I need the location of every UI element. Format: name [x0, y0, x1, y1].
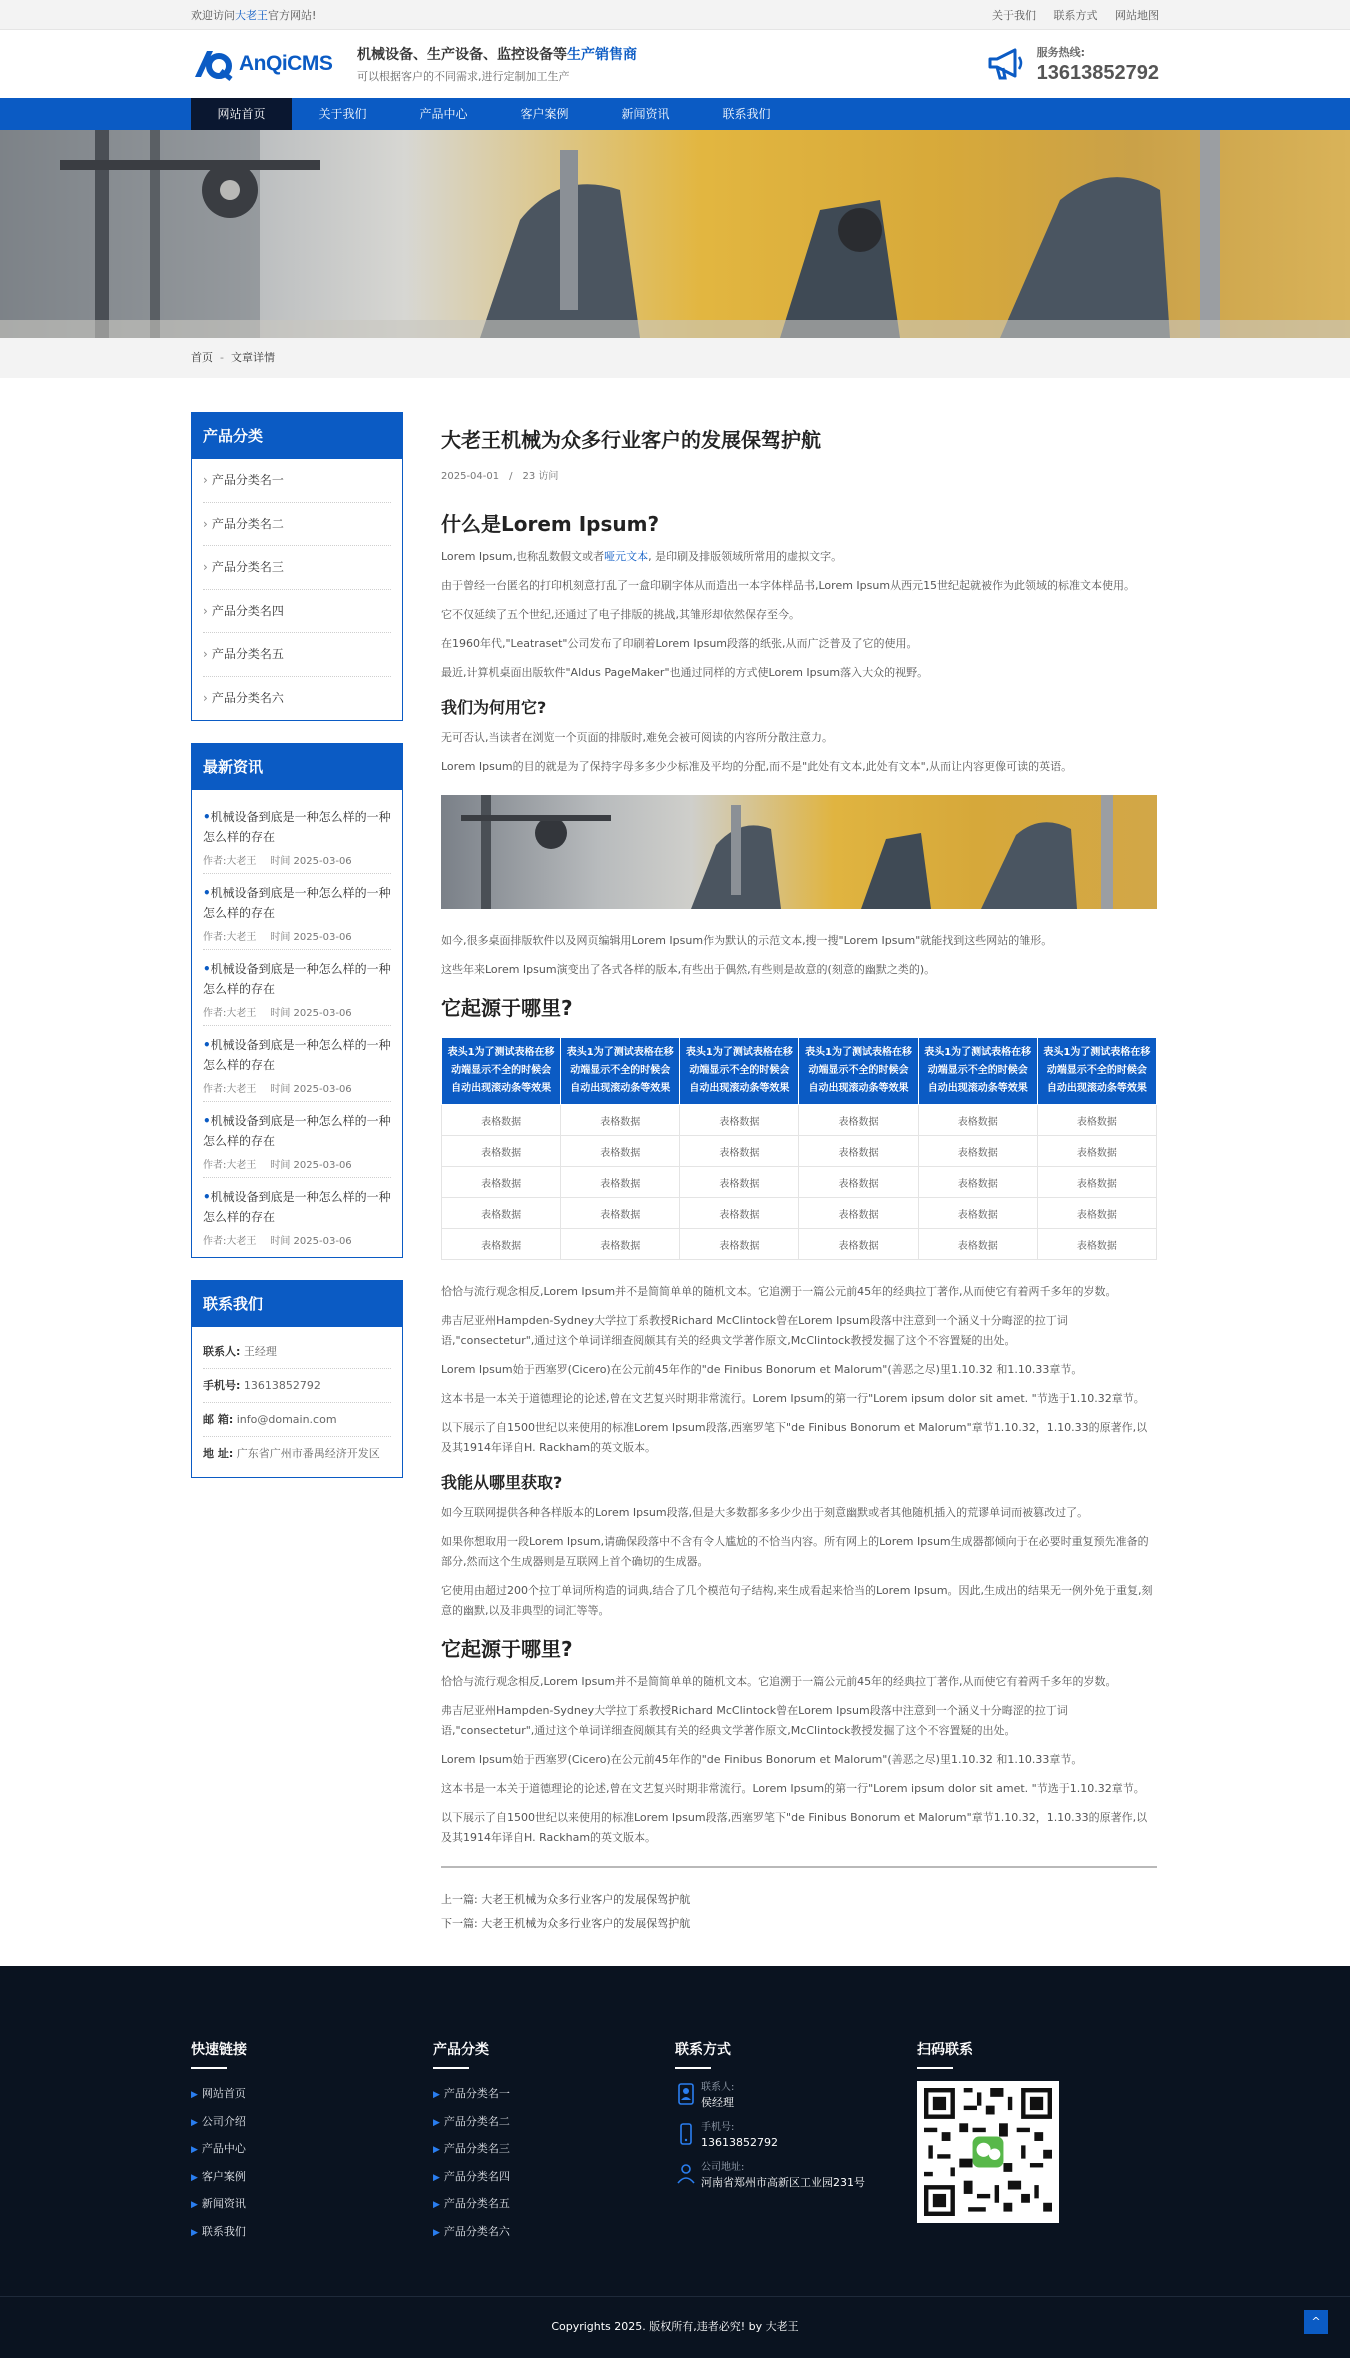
paragraph: Lorem Ipsum始于西塞罗(Cicero)在公元前45年作的"de Finibus Bonorum et Malorum"(善恶之尽)里1.10.32 和1.10.33章节。	[441, 1753, 1083, 1766]
qr-code	[917, 2081, 1059, 2223]
paragraph: 以下展示了自1500世纪以来使用的标准Lorem Ipsum段落,西塞罗笔下"de Finibus Bonorum et Malorum"章节1.10.32，1.10.33的原著作,以及其1914年译自H. Rackham的英文版本。	[441, 1811, 1148, 1844]
category-item[interactable]: › 产品分类名四	[203, 590, 391, 634]
table-cell: 表格数据	[799, 1167, 918, 1198]
table-cell: 表格数据	[1037, 1198, 1156, 1229]
category-item[interactable]: › 产品分类名二	[203, 503, 391, 547]
breadcrumb-home[interactable]: 首页	[191, 351, 213, 364]
contact-phone: 手机号: 13613852792	[203, 1369, 391, 1403]
hotline-number: 13613852792	[1036, 61, 1159, 84]
article-views: 23 访问	[522, 471, 559, 482]
caret-right-icon: ▶	[433, 2172, 440, 2183]
paragraph: 这本书是一本关于道德理论的论述,曾在文艺复兴时期非常流行。Lorem Ipsum的第一行"Lorem ipsum dolor sit amet. "节选于1.10.32章节。	[441, 1782, 1145, 1795]
table-cell: 表格数据	[442, 1136, 561, 1167]
contact-list	[192, 1327, 402, 1477]
footer-link[interactable]: ▶ 产品分类名四	[433, 2169, 510, 2183]
caret-right-icon: ▶	[191, 2090, 198, 2100]
category-box-title: 产品分类	[192, 413, 402, 459]
contact-box-title: 联系我们	[192, 1281, 402, 1327]
table-row	[442, 1167, 1157, 1198]
phone-icon	[675, 2121, 701, 2149]
footer-link[interactable]: ▶ 联系我们	[191, 2224, 246, 2238]
user-icon	[675, 2081, 701, 2109]
bullet-icon: •	[203, 886, 211, 900]
article-date: 2025-04-01	[441, 471, 500, 482]
table-cell: 表格数据	[1037, 1167, 1156, 1198]
slogan	[357, 44, 637, 84]
hotline-label: 服务热线:	[1036, 45, 1086, 59]
chevron-right-icon: ›	[203, 473, 208, 487]
paragraph: 最近,计算机桌面出版软件"Aldus PageMaker"也通过同样的方式使Lorem Ipsum落入大众的视野。	[441, 666, 929, 679]
table-row	[442, 1198, 1157, 1229]
category-item[interactable]: › 产品分类名一	[203, 459, 391, 503]
paragraph: Lorem Ipsum的目的就是为了保持字母多多少少标准及平均的分配,而不是"此处有文本,此处有文本",从而让内容更像可读的英语。	[441, 760, 1073, 773]
article-image	[441, 795, 1157, 909]
table-cell: 表格数据	[561, 1229, 680, 1260]
contact-address: 地 址: 广东省广州市番禺经济开发区	[203, 1447, 380, 1460]
table-header: 表头1为了测试表格在移动端显示不全的时候会自动出现滚动条等效果	[442, 1038, 561, 1105]
footer-link[interactable]: ▶ 产品分类名一	[433, 2087, 510, 2100]
footer-link[interactable]: ▶ 客户案例	[191, 2169, 246, 2183]
table-cell: 表格数据	[918, 1136, 1037, 1167]
prev-article[interactable]: 上一篇: 大老王机械为众多行业客户的发展保驾护航	[441, 1893, 691, 1906]
heading-where: 我能从哪里获取?	[441, 1473, 563, 1492]
caret-right-icon: ▶	[433, 2090, 440, 2100]
table-header: 表头1为了测试表格在移动端显示不全的时候会自动出现滚动条等效果	[561, 1038, 680, 1105]
table-row	[442, 1105, 1157, 1136]
table-cell: 表格数据	[442, 1105, 561, 1136]
bullet-icon: •	[203, 1190, 211, 1204]
caret-right-icon: ▶	[191, 2117, 198, 2128]
table-cell: 表格数据	[561, 1198, 680, 1229]
table-cell: 表格数据	[918, 1198, 1037, 1229]
paragraph: 弗吉尼亚州Hampden-Sydney大学拉丁系教授Richard McClintock曾在Lorem Ipsum段落中注意到一个涵义十分晦涩的拉丁词语,"consectetur",通过这个单词详细查阅颇其有关的经典文学著作原文,McClintock教授发掘了这个不容置疑的出处。	[441, 1704, 1068, 1737]
article-title: 大老王机械为众多行业客户的发展保驾护航	[441, 428, 821, 452]
footer-categories: 产品分类 ▶ 产品分类名一 ▶ 产品分类名二 ▶ 产品分类名三 ▶ 产品分类名四 ▶ 产品分类名五 ▶ 产品分类名六	[433, 2039, 675, 2246]
paragraph: Lorem Ipsum始于西塞罗(Cicero)在公元前45年作的"de Finibus Bonorum et Malorum"(善恶之尽)里1.10.32 和1.10.33章节。	[441, 1363, 1083, 1376]
table-header: 表头1为了测试表格在移动端显示不全的时候会自动出现滚动条等效果	[680, 1038, 799, 1105]
nav-news[interactable]: 新闻资讯	[621, 107, 670, 121]
chevron-right-icon: ›	[203, 603, 208, 618]
footer-contact-phone: 手机号: 13613852792	[675, 2121, 917, 2151]
nav-cases[interactable]: 客户案例	[520, 107, 569, 121]
table-cell: 表格数据	[799, 1198, 918, 1229]
inline-link[interactable]: 哑元文本	[604, 550, 649, 563]
top-link-sitemap[interactable]: 网站地图	[1115, 9, 1159, 22]
category-item[interactable]: › 产品分类名三	[203, 546, 391, 590]
heading-what: 什么是Lorem Ipsum?	[441, 512, 660, 536]
footer-link[interactable]: ▶ 新闻资讯	[191, 2197, 246, 2210]
news-item[interactable]: •机械设备到底是一种怎么样的一种怎么样的存在 作者:大老王 时间 2025-03-06	[203, 1026, 391, 1102]
footer-contact-address: 公司地址: 河南省郑州市高新区工业园231号	[675, 2161, 917, 2191]
slogan-highlight: 生产销售商	[567, 47, 637, 63]
table-header: 表头1为了测试表格在移动端显示不全的时候会自动出现滚动条等效果	[799, 1038, 918, 1105]
news-item[interactable]: •机械设备到底是一种怎么样的一种怎么样的存在 作者:大老王 时间 2025-03-06	[203, 1102, 391, 1178]
news-item[interactable]: •机械设备到底是一种怎么样的一种怎么样的存在 作者:大老王 时间 2025-03-06	[203, 798, 391, 874]
table-cell: 表格数据	[561, 1105, 680, 1136]
table-cell: 表格数据	[442, 1229, 561, 1260]
table-cell: 表格数据	[799, 1136, 918, 1167]
slogan-main: 机械设备、生产设备、监控设备等	[357, 47, 567, 63]
table-row	[442, 1136, 1157, 1167]
caret-right-icon: ▶	[433, 2117, 440, 2128]
footer-contact-person: 联系人: 侯经理	[675, 2081, 917, 2111]
welcome-text: 欢迎访问大老王官方网站!	[191, 9, 317, 22]
topbar	[0, 0, 1350, 30]
table-cell: 表格数据	[680, 1105, 799, 1136]
contact-person: 联系人: 王经理	[203, 1335, 391, 1369]
paragraph: 恰恰与流行观念相反,Lorem Ipsum并不是简简单单的随机文本。它追溯于一篇公元前45年的经典拉丁著作,从而使它有着两千多年的岁数。	[441, 1675, 1117, 1688]
footer-qr: 扫码联系	[917, 2039, 1159, 2246]
article-pager	[441, 1866, 1157, 1936]
sidebar	[191, 412, 403, 1936]
top-link-about[interactable]: 关于我们	[992, 9, 1036, 22]
megaphone-icon	[987, 46, 1027, 82]
top-links	[978, 7, 1159, 23]
table-cell: 表格数据	[1037, 1136, 1156, 1167]
chevron-right-icon: ›	[203, 647, 208, 661]
paragraph: 在1960年代,"Leatraset"公司发布了印刷着Lorem Ipsum段落的纸张,从而广泛普及了它的使用。	[441, 637, 918, 650]
heading-why: 我们为何用它?	[441, 698, 547, 717]
category-list	[192, 459, 402, 720]
paragraph: 它使用由超过200个拉丁单词所构造的词典,结合了几个模范句子结构,来生成看起来恰当的Lorem Ipsum。因此,生成出的结果无一例外免于重复,刻意的幽默,以及非典型的词汇等等。	[441, 1584, 1153, 1617]
table-cell: 表格数据	[442, 1198, 561, 1229]
table-cell: 表格数据	[918, 1229, 1037, 1260]
table-header: 表头1为了测试表格在移动端显示不全的时候会自动出现滚动条等效果	[1037, 1038, 1156, 1105]
paragraph: 这些年来Lorem Ipsum演变出了各式各样的版本,有些出于偶然,有些则是故意的(刻意的幽默之类的)。	[441, 963, 936, 976]
article-meta: 2025-04-01 / 23 访问	[441, 471, 559, 482]
main	[0, 378, 1350, 1936]
footer-link[interactable]: ▶ 产品分类名二	[433, 2114, 510, 2128]
header	[0, 30, 1350, 98]
welcome-brand-link[interactable]: 大老王	[235, 9, 268, 22]
footer	[0, 1966, 1350, 2358]
footer-link[interactable]: ▶ 产品分类名六	[433, 2224, 510, 2238]
paragraph: 以下展示了自1500世纪以来使用的标准Lorem Ipsum段落,西塞罗笔下"de Finibus Bonorum et Malorum"章节1.10.32，1.10.33的原著作,以及其1914年译自H. Rackham的英文版本。	[441, 1421, 1148, 1454]
gym-equipment-illustration	[0, 130, 1350, 338]
table-cell: 表格数据	[799, 1105, 918, 1136]
footer-quick-links: 快速链接 ▶ 网站首页 ▶ 公司介绍 ▶ 产品中心 ▶ 客户案例 ▶ 新闻资讯 ▶ 联系我们	[191, 2039, 433, 2246]
footer-link[interactable]: ▶ 产品中心	[191, 2142, 246, 2155]
news-list	[192, 790, 402, 1257]
bullet-icon: •	[203, 962, 211, 976]
paragraph: 如今互联网提供各种各样版本的Lorem Ipsum段落,但是大多数都多多少少出于刻意幽默或者其他随机插入的荒谬单词而被篡改过了。	[441, 1506, 1089, 1519]
table-cell: 表格数据	[918, 1167, 1037, 1198]
contact-email: 邮 箱: info@domain.com	[203, 1403, 391, 1437]
caret-right-icon: ▶	[433, 2200, 440, 2210]
breadcrumb-current: 文章详情	[230, 351, 275, 364]
bullet-icon: •	[203, 810, 211, 824]
table-cell: 表格数据	[561, 1136, 680, 1167]
contact-box	[191, 1280, 403, 1478]
caret-right-icon: ▶	[191, 2172, 198, 2183]
news-item[interactable]: •机械设备到底是一种怎么样的一种怎么样的存在 作者:大老王 时间 2025-03-06	[203, 874, 391, 950]
gym-equipment-illustration	[441, 795, 1157, 909]
back-to-top-button[interactable]: ^	[1304, 2310, 1328, 2334]
category-item[interactable]: › 产品分类名六	[203, 690, 284, 705]
footer-link[interactable]: ▶ 公司介绍	[191, 2114, 246, 2128]
bullet-icon: •	[203, 1038, 211, 1052]
slogan-sub: 可以根据客户的不同需求,进行定制加工生产	[357, 70, 570, 83]
paragraph: Lorem Ipsum,也称乱数假文或者哑元文本, 是印刷及排版领域所常用的虚拟文字。	[441, 550, 843, 563]
data-table	[441, 1037, 1157, 1260]
footer-link[interactable]: ▶ 产品分类名五	[433, 2197, 510, 2210]
nav-contact[interactable]: 联系我们	[722, 107, 771, 121]
paragraph: 弗吉尼亚州Hampden-Sydney大学拉丁系教授Richard McClintock曾在Lorem Ipsum段落中注意到一个涵义十分晦涩的拉丁词语,"consectetur",通过这个单词详细查阅颇其有关的经典文学著作原文,McClintock教授发掘了这个不容置疑的出处。	[441, 1314, 1068, 1347]
category-box	[191, 412, 403, 721]
table-cell: 表格数据	[680, 1167, 799, 1198]
caret-right-icon: ▶	[433, 2145, 440, 2155]
table-cell: 表格数据	[680, 1136, 799, 1167]
heading-origin: 它起源于哪里?	[441, 996, 573, 1020]
footer-link[interactable]: ▶ 网站首页	[191, 2087, 246, 2100]
table-cell: 表格数据	[918, 1105, 1037, 1136]
caret-right-icon: ▶	[191, 2200, 198, 2210]
table-cell: 表格数据	[680, 1229, 799, 1260]
table-header: 表头1为了测试表格在移动端显示不全的时候会自动出现滚动条等效果	[918, 1038, 1037, 1105]
hotline	[987, 44, 1159, 85]
bullet-icon: •	[203, 1114, 211, 1128]
location-icon	[675, 2161, 701, 2189]
heading-origin-2: 它起源于哪里?	[441, 1637, 573, 1661]
paragraph: 无可否认,当读者在浏览一个页面的排版时,难免会被可阅读的内容所分散注意力。	[441, 731, 833, 744]
banner-image	[0, 130, 1350, 338]
news-box-title: 最新资讯	[192, 744, 402, 790]
table-cell: 表格数据	[442, 1167, 561, 1198]
category-item[interactable]: › 产品分类名五	[203, 633, 391, 677]
top-link-contact[interactable]: 联系方式	[1053, 9, 1098, 22]
paragraph: 它不仅延续了五个世纪,还通过了电子排版的挑战,其雏形却依然保存至今。	[441, 608, 800, 621]
copyright: Copyrights 2025. 版权所有,违者必究! by 大老王	[0, 2296, 1350, 2356]
caret-right-icon: ▶	[191, 2145, 198, 2155]
main-nav	[0, 98, 1350, 130]
nav-home[interactable]: 网站首页	[191, 98, 292, 130]
nav-about[interactable]: 关于我们	[318, 107, 367, 121]
caret-right-icon: ▶	[433, 2227, 440, 2238]
paragraph: 恰恰与流行观念相反,Lorem Ipsum并不是简简单单的随机文本。它追溯于一篇公元前45年的经典拉丁著作,从而使它有着两千多年的岁数。	[441, 1285, 1117, 1298]
caret-right-icon: ▶	[191, 2227, 198, 2238]
chevron-right-icon: ›	[203, 560, 208, 574]
table-cell: 表格数据	[799, 1229, 918, 1260]
logo-text: AnQiCMS	[239, 52, 333, 75]
footer-link[interactable]: ▶ 产品分类名三	[433, 2142, 510, 2155]
breadcrumb: 首页 - 文章详情	[0, 338, 1350, 378]
paragraph: 这本书是一本关于道德理论的论述,曾在文艺复兴时期非常流行。Lorem Ipsum的第一行"Lorem ipsum dolor sit amet. "节选于1.10.32章节。	[441, 1392, 1145, 1405]
chevron-right-icon: ›	[203, 690, 208, 705]
next-article[interactable]: 下一篇: 大老王机械为众多行业客户的发展保驾护航	[441, 1917, 691, 1930]
table-row	[442, 1229, 1157, 1260]
paragraph: 由于曾经一台匿名的打印机刻意打乱了一盒印刷字体从而造出一本字体样品书,Lorem Ipsum从西元15世纪起就被作为此领域的标准文本使用。	[441, 579, 1136, 592]
logo-icon	[191, 47, 233, 81]
chevron-right-icon: ›	[203, 516, 208, 531]
paragraph: 如果你想取用一段Lorem Ipsum,请确保段落中不含有令人尴尬的不恰当内容。所有网上的Lorem Ipsum生成器都倾向于在必要时重复预先准备的部分,然而这个生成器则是互联网上首个确切的生成器。	[441, 1535, 1149, 1568]
nav-products[interactable]: 产品中心	[419, 107, 468, 121]
logo[interactable]	[191, 47, 357, 81]
paragraph: 如今,很多桌面排版软件以及网页编辑用Lorem Ipsum作为默认的示范文本,搜一搜"Lorem Ipsum"就能找到这些网站的雏形。	[441, 934, 1053, 947]
table-cell: 表格数据	[680, 1198, 799, 1229]
article	[441, 412, 1157, 1936]
table-cell: 表格数据	[1037, 1105, 1156, 1136]
footer-contact: 联系方式 联系人: 侯经理 手机号: 13613852792 公司地址: 河南省郑州市高新区工业园231号	[675, 2039, 917, 2246]
news-box	[191, 743, 403, 1258]
qr-code-icon	[924, 2088, 1052, 2216]
news-item[interactable]: •机械设备到底是一种怎么样的一种怎么样的存在 作者:大老王 时间 2025-03-06	[203, 950, 391, 1026]
table-cell: 表格数据	[1037, 1229, 1156, 1260]
news-item[interactable]: •机械设备到底是一种怎么样的一种怎么样的存在 作者:大老王 时间 2025-03-06	[203, 1190, 391, 1247]
table-cell: 表格数据	[561, 1167, 680, 1198]
